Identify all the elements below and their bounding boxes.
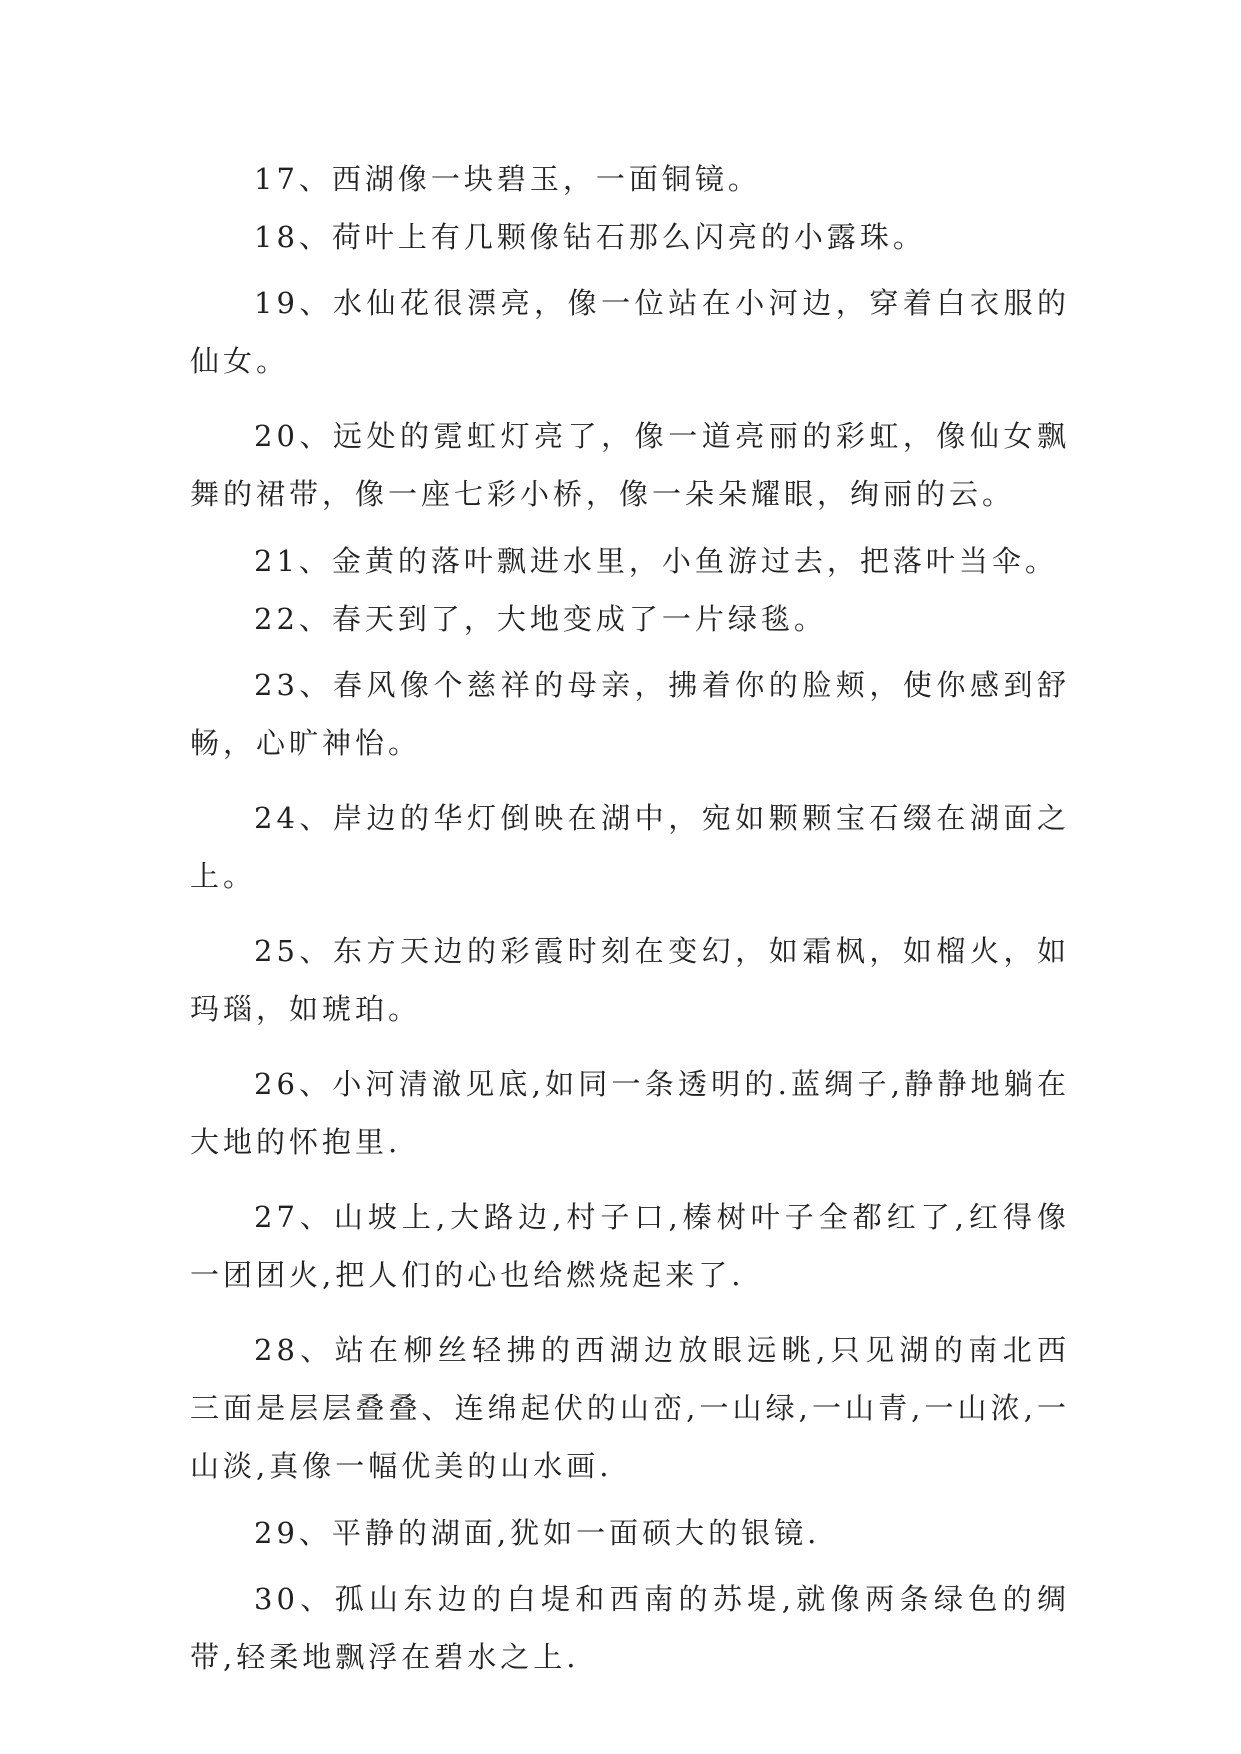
paragraph-23: 23、春风像个慈祥的母亲，拂着你的脸颊，使你感到舒畅，心旷神怡。: [190, 668, 1070, 760]
paragraph-27: 27、山坡上,大路边,村子口,榛树叶子全都红了,红得像一团团火,把人们的心也给燃烧起来了.: [190, 1200, 1070, 1292]
paragraph-17: 17、西湖像一块碧玉，一面铜镜。: [254, 162, 761, 196]
paragraph-19: 19、水仙花很漂亮，像一位站在小河边，穿着白衣服的仙女。: [190, 286, 1070, 378]
paragraph-18: 18、荷叶上有几颗像钻石那么闪亮的小露珠。: [254, 220, 926, 254]
paragraph-28: 28、站在柳丝轻拂的西湖边放眼远眺,只见湖的南北西三面是层层叠叠、连绵起伏的山峦,一山绿,一山青,一山浓,一山淡,真像一幅优美的山水画.: [190, 1333, 1070, 1483]
paragraph-20: 20、远处的霓虹灯亮了，像一道亮丽的彩虹，像仙女飘舞的裙带，像一座七彩小桥，像一朵朵耀眼，绚丽的云。: [190, 419, 1070, 511]
paragraph-25: 25、东方天边的彩霞时刻在变幻，如霜枫，如榴火，如玛瑙，如琥珀。: [190, 934, 1070, 1026]
document-body: [190, 158, 1070, 1703]
paragraph-24: 24、岸边的华灯倒映在湖中，宛如颗颗宝石缀在湖面之上。: [190, 801, 1070, 893]
paragraph-22: 22、春天到了，大地变成了一片绿毯。: [254, 602, 827, 636]
paragraph-29: 29、平静的湖面,犹如一面硕大的银镜.: [254, 1516, 821, 1550]
paragraph-26: 26、小河清澈见底,如同一条透明的.蓝绸子,静静地躺在大地的怀抱里.: [190, 1067, 1070, 1159]
paragraph-21: 21、金黄的落叶飘进水里，小鱼游过去，把落叶当伞。: [254, 544, 1058, 578]
paragraph-30: 30、孤山东边的白堤和西南的苏堤,就像两条绿色的绸带,轻柔地飘浮在碧水之上.: [190, 1582, 1070, 1674]
